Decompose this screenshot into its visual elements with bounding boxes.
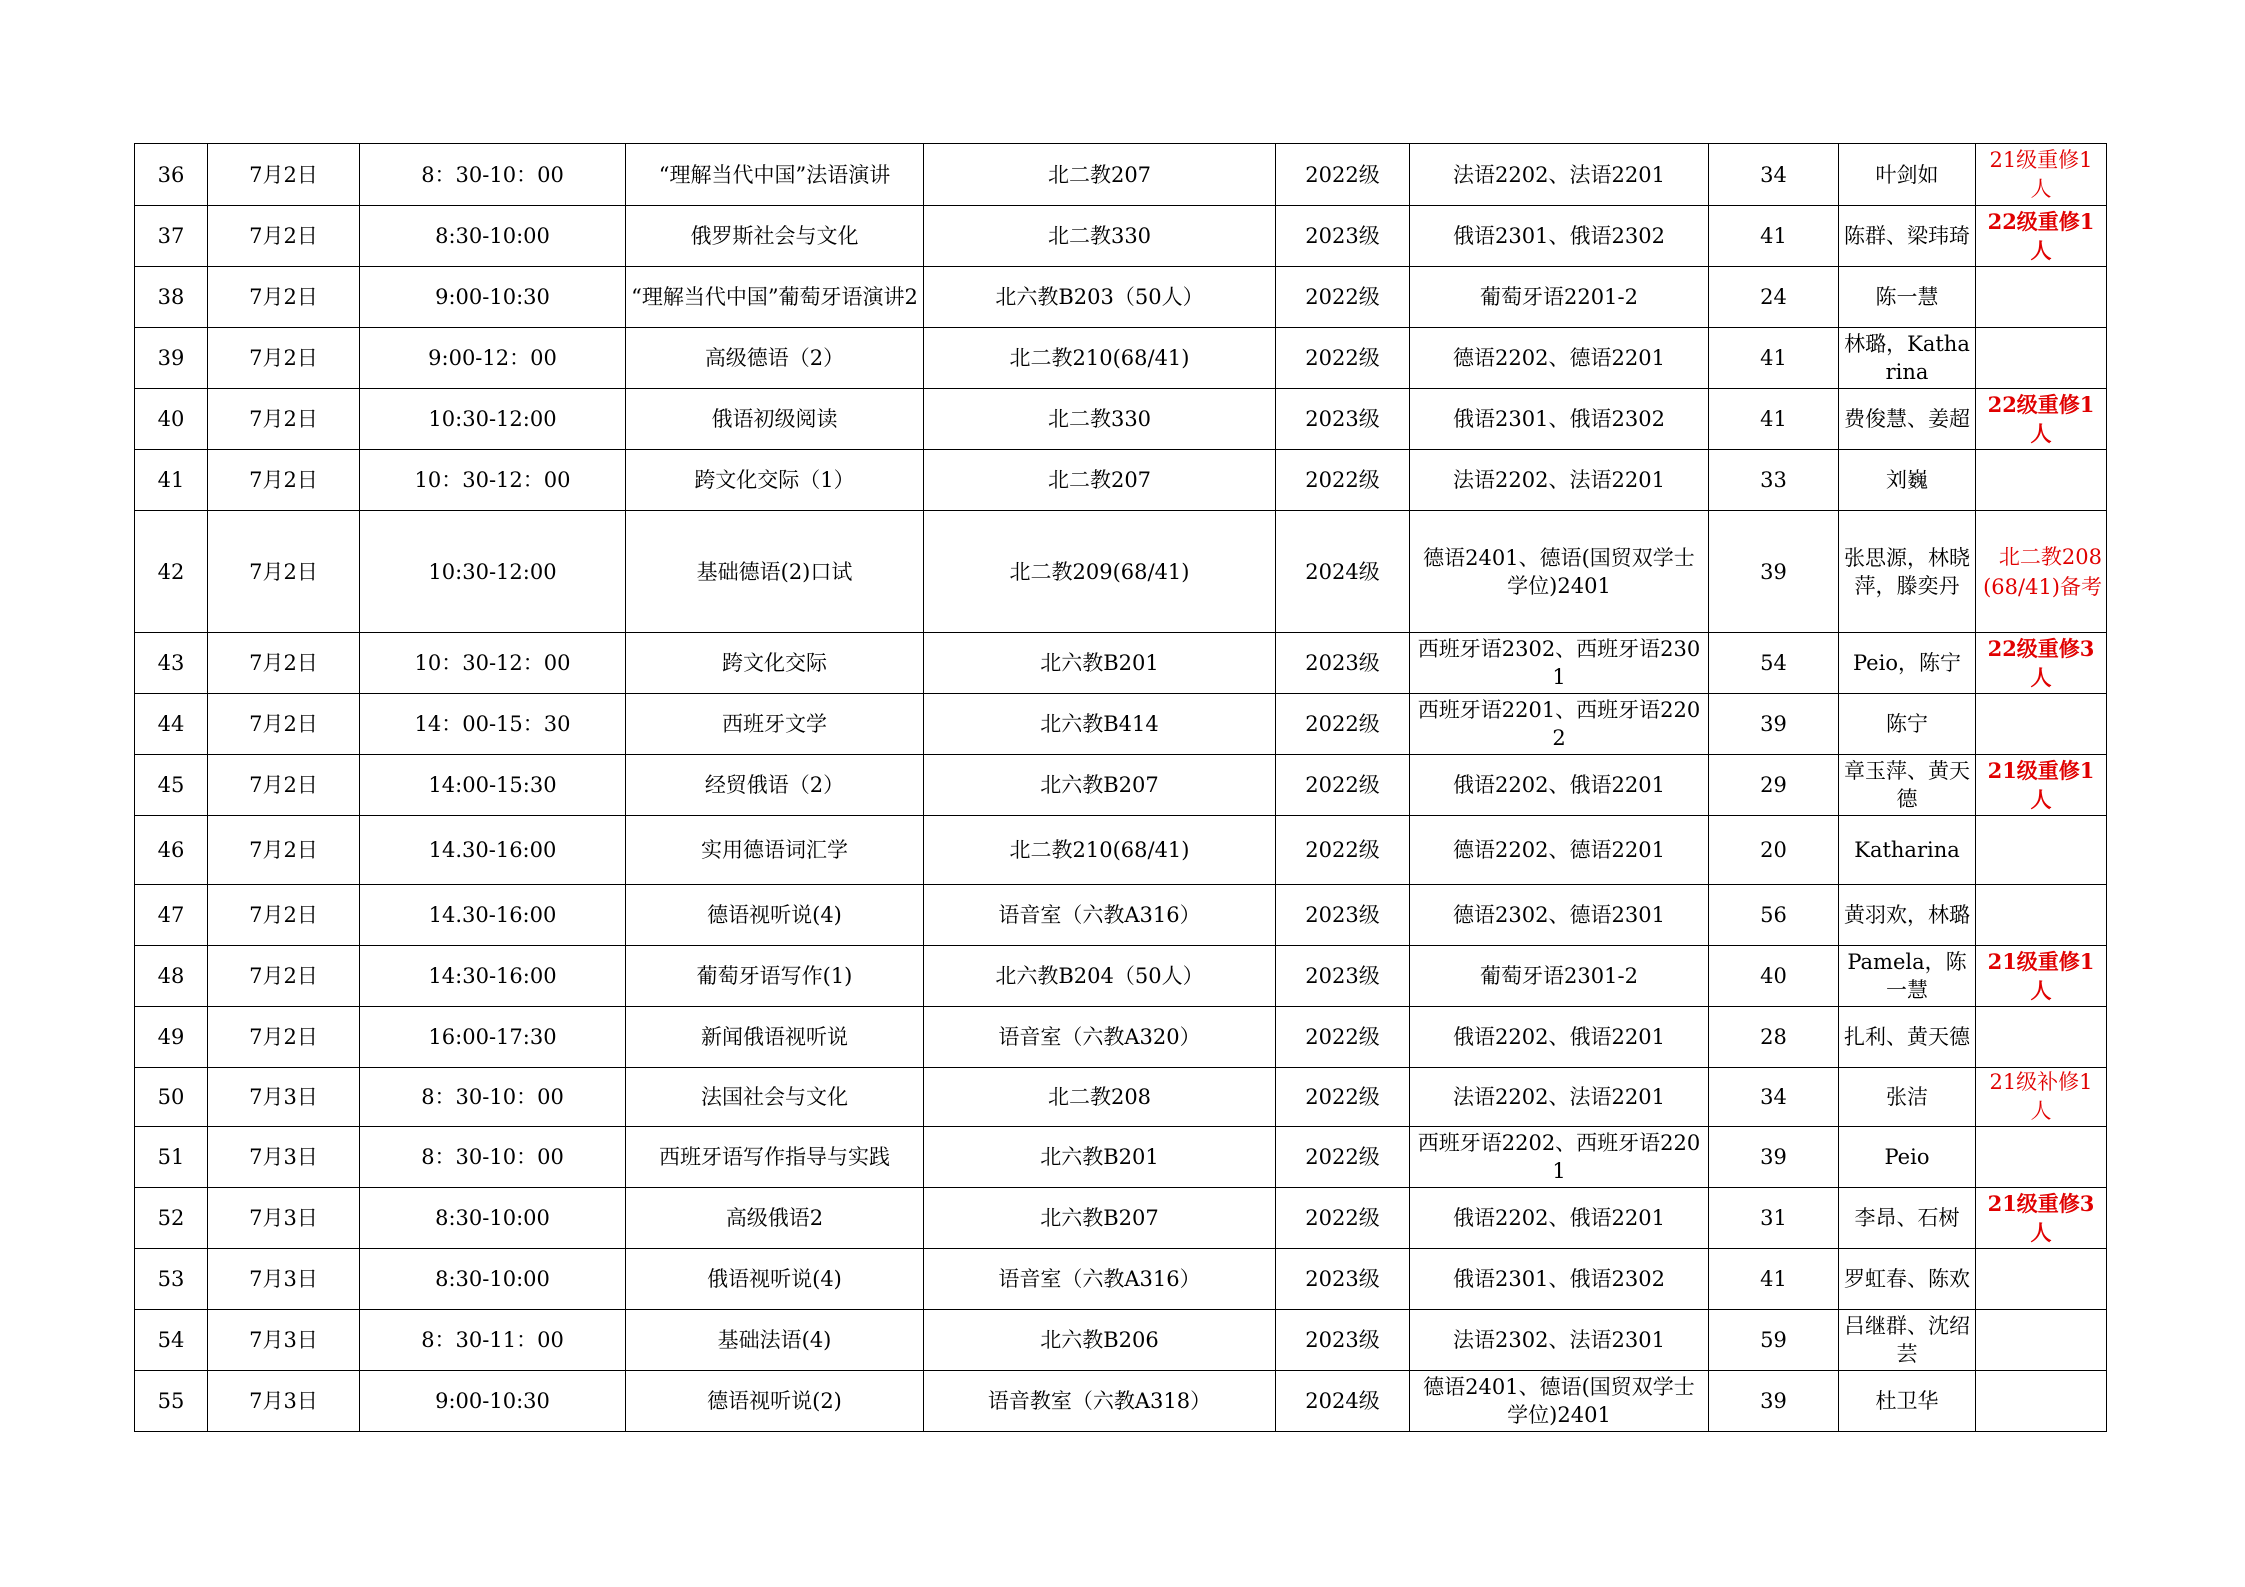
class-list-cell: 俄语2202、俄语2201	[1410, 1188, 1709, 1249]
exam-date-cell: 7月3日	[208, 1310, 360, 1371]
row-number-cell: 39	[135, 328, 208, 389]
row-number-cell: 44	[135, 694, 208, 755]
grade-cell: 2022级	[1276, 144, 1410, 206]
exam-date-cell: 7月2日	[208, 389, 360, 450]
teacher-cell: 陈群、梁玮琦	[1839, 206, 1976, 267]
course-name-cell: 跨文化交际（1）	[626, 450, 924, 511]
course-name-cell: 跨文化交际	[626, 633, 924, 694]
row-number-cell: 53	[135, 1249, 208, 1310]
exam-date-cell: 7月3日	[208, 1188, 360, 1249]
row-number-cell: 41	[135, 450, 208, 511]
teacher-cell: 张思源，林晓萍，滕奕丹	[1839, 511, 1976, 633]
remark-cell	[1976, 328, 2107, 389]
remark-cell: 21级重修1人	[1976, 755, 2107, 816]
class-list-cell: 俄语2202、俄语2201	[1410, 1007, 1709, 1068]
course-name-cell: 西班牙语写作指导与实践	[626, 1127, 924, 1188]
exam-room-cell: 北二教208	[924, 1068, 1276, 1127]
class-list-cell: 法语2202、法语2201	[1410, 144, 1709, 206]
remark-cell	[1976, 267, 2107, 328]
grade-cell: 2023级	[1276, 885, 1410, 946]
exam-room-cell: 北六教B201	[924, 633, 1276, 694]
grade-cell: 2022级	[1276, 267, 1410, 328]
class-list-cell: 德语2302、德语2301	[1410, 885, 1709, 946]
teacher-cell: 李昂、石树	[1839, 1188, 1976, 1249]
grade-cell: 2022级	[1276, 1007, 1410, 1068]
exam-room-cell: 北六教B204（50人）	[924, 946, 1276, 1007]
grade-cell: 2023级	[1276, 1249, 1410, 1310]
grade-cell: 2023级	[1276, 206, 1410, 267]
table-body	[135, 144, 2107, 1432]
teacher-cell: 吕继群、沈绍芸	[1839, 1310, 1976, 1371]
table-row	[135, 328, 2107, 389]
teacher-cell: 叶剑如	[1839, 144, 1976, 206]
exam-date-cell: 7月3日	[208, 1371, 360, 1432]
exam-date-cell: 7月2日	[208, 206, 360, 267]
remark-cell: 22级重修1人	[1976, 389, 2107, 450]
exam-date-cell: 7月2日	[208, 694, 360, 755]
student-count-cell: 34	[1709, 144, 1839, 206]
class-list-cell: 俄语2301、俄语2302	[1410, 206, 1709, 267]
exam-room-cell: 北二教207	[924, 450, 1276, 511]
remark-cell	[1976, 1310, 2107, 1371]
exam-room-cell: 北六教B414	[924, 694, 1276, 755]
table-row	[135, 144, 2107, 206]
exam-room-cell: 北二教210(68/41)	[924, 328, 1276, 389]
student-count-cell: 41	[1709, 206, 1839, 267]
course-name-cell: 基础德语(2)口试	[626, 511, 924, 633]
exam-date-cell: 7月2日	[208, 816, 360, 885]
table-row	[135, 1371, 2107, 1432]
exam-time-cell: 9:00-10:30	[360, 267, 626, 328]
grade-cell: 2023级	[1276, 946, 1410, 1007]
exam-room-cell: 北二教330	[924, 206, 1276, 267]
class-list-cell: 西班牙语2302、西班牙语2301	[1410, 633, 1709, 694]
course-name-cell: “理解当代中国”法语演讲	[626, 144, 924, 206]
grade-cell: 2022级	[1276, 694, 1410, 755]
exam-room-cell: 北二教210(68/41)	[924, 816, 1276, 885]
table-row	[135, 1007, 2107, 1068]
row-number-cell: 37	[135, 206, 208, 267]
remark-cell	[1976, 450, 2107, 511]
grade-cell: 2023级	[1276, 1310, 1410, 1371]
remark-cell: 22级重修3人	[1976, 633, 2107, 694]
class-list-cell: 德语2202、德语2201	[1410, 816, 1709, 885]
exam-date-cell: 7月3日	[208, 1249, 360, 1310]
exam-time-cell: 14.30-16:00	[360, 885, 626, 946]
teacher-cell: Peio	[1839, 1127, 1976, 1188]
class-list-cell: 西班牙语2202、西班牙语2201	[1410, 1127, 1709, 1188]
teacher-cell: 扎利、黄天德	[1839, 1007, 1976, 1068]
exam-date-cell: 7月2日	[208, 633, 360, 694]
class-list-cell: 俄语2301、俄语2302	[1410, 389, 1709, 450]
remark-cell: 21级重修1人	[1976, 946, 2107, 1007]
exam-room-cell: 北二教330	[924, 389, 1276, 450]
exam-room-cell: 北二教207	[924, 144, 1276, 206]
exam-date-cell: 7月2日	[208, 1007, 360, 1068]
grade-cell: 2024级	[1276, 511, 1410, 633]
table-row	[135, 1310, 2107, 1371]
table-row	[135, 1127, 2107, 1188]
exam-date-cell: 7月2日	[208, 511, 360, 633]
remark-cell	[1976, 1007, 2107, 1068]
class-list-cell: 西班牙语2201、西班牙语2202	[1410, 694, 1709, 755]
exam-room-cell: 北六教B203（50人）	[924, 267, 1276, 328]
row-number-cell: 43	[135, 633, 208, 694]
grade-cell: 2022级	[1276, 450, 1410, 511]
exam-room-cell: 北六教B207	[924, 755, 1276, 816]
exam-schedule-table	[134, 143, 2107, 1432]
student-count-cell: 40	[1709, 946, 1839, 1007]
student-count-cell: 33	[1709, 450, 1839, 511]
teacher-cell: 费俊慧、姜超	[1839, 389, 1976, 450]
exam-time-cell: 14：00-15：30	[360, 694, 626, 755]
exam-room-cell: 语音教室（六教A318）	[924, 1371, 1276, 1432]
exam-time-cell: 9:00-10:30	[360, 1371, 626, 1432]
table-row	[135, 694, 2107, 755]
teacher-cell: 章玉萍、黄天德	[1839, 755, 1976, 816]
remark-cell	[1976, 1249, 2107, 1310]
exam-date-cell: 7月2日	[208, 267, 360, 328]
row-number-cell: 52	[135, 1188, 208, 1249]
row-number-cell: 42	[135, 511, 208, 633]
exam-time-cell: 10:30-12:00	[360, 389, 626, 450]
grade-cell: 2022级	[1276, 328, 1410, 389]
course-name-cell: 俄语视听说(4)	[626, 1249, 924, 1310]
exam-date-cell: 7月2日	[208, 450, 360, 511]
table-row	[135, 1188, 2107, 1249]
teacher-cell: 罗虹春、陈欢	[1839, 1249, 1976, 1310]
student-count-cell: 28	[1709, 1007, 1839, 1068]
course-name-cell: “理解当代中国”葡萄牙语演讲2	[626, 267, 924, 328]
student-count-cell: 34	[1709, 1068, 1839, 1127]
remark-cell: 22级重修1人	[1976, 206, 2107, 267]
class-list-cell: 德语2401、德语(国贸双学士学位)2401	[1410, 1371, 1709, 1432]
exam-date-cell: 7月3日	[208, 1127, 360, 1188]
row-number-cell: 48	[135, 946, 208, 1007]
exam-date-cell: 7月3日	[208, 1068, 360, 1127]
teacher-cell: Pamela，陈一慧	[1839, 946, 1976, 1007]
row-number-cell: 40	[135, 389, 208, 450]
table-row	[135, 633, 2107, 694]
exam-time-cell: 8:30-10:00	[360, 1249, 626, 1310]
course-name-cell: 新闻俄语视听说	[626, 1007, 924, 1068]
student-count-cell: 20	[1709, 816, 1839, 885]
exam-time-cell: 14:30-16:00	[360, 946, 626, 1007]
course-name-cell: 德语视听说(2)	[626, 1371, 924, 1432]
remark-cell	[1976, 694, 2107, 755]
remark-cell: 21级补修1人	[1976, 1068, 2107, 1127]
teacher-cell: 杜卫华	[1839, 1371, 1976, 1432]
student-count-cell: 54	[1709, 633, 1839, 694]
remark-cell: 21级重修3人	[1976, 1188, 2107, 1249]
exam-date-cell: 7月2日	[208, 885, 360, 946]
teacher-cell: 黄羽欢，林璐	[1839, 885, 1976, 946]
exam-room-cell: 语音室（六教A316）	[924, 885, 1276, 946]
student-count-cell: 56	[1709, 885, 1839, 946]
exam-room-cell: 北六教B206	[924, 1310, 1276, 1371]
exam-time-cell: 8:30-10:00	[360, 1188, 626, 1249]
exam-date-cell: 7月2日	[208, 328, 360, 389]
teacher-cell: 刘巍	[1839, 450, 1976, 511]
student-count-cell: 39	[1709, 1127, 1839, 1188]
student-count-cell: 39	[1709, 511, 1839, 633]
exam-room-cell: 语音室（六教A316）	[924, 1249, 1276, 1310]
class-list-cell: 俄语2301、俄语2302	[1410, 1249, 1709, 1310]
table-row	[135, 816, 2107, 885]
exam-time-cell: 10：30-12：00	[360, 633, 626, 694]
teacher-cell: 陈一慧	[1839, 267, 1976, 328]
table-row	[135, 206, 2107, 267]
course-name-cell: 葡萄牙语写作(1)	[626, 946, 924, 1007]
exam-date-cell: 7月2日	[208, 755, 360, 816]
exam-time-cell: 8：30-10：00	[360, 144, 626, 206]
table-row	[135, 267, 2107, 328]
remark-cell	[1976, 1127, 2107, 1188]
course-name-cell: 德语视听说(4)	[626, 885, 924, 946]
student-count-cell: 41	[1709, 328, 1839, 389]
exam-date-cell: 7月2日	[208, 144, 360, 206]
class-list-cell: 法语2302、法语2301	[1410, 1310, 1709, 1371]
teacher-cell: 陈宁	[1839, 694, 1976, 755]
row-number-cell: 36	[135, 144, 208, 206]
table-row	[135, 450, 2107, 511]
grade-cell: 2022级	[1276, 816, 1410, 885]
teacher-cell: Peio，陈宁	[1839, 633, 1976, 694]
grade-cell: 2022级	[1276, 1127, 1410, 1188]
table-row	[135, 946, 2107, 1007]
student-count-cell: 39	[1709, 694, 1839, 755]
student-count-cell: 59	[1709, 1310, 1839, 1371]
exam-room-cell: 北六教B201	[924, 1127, 1276, 1188]
class-list-cell: 德语2202、德语2201	[1410, 328, 1709, 389]
student-count-cell: 29	[1709, 755, 1839, 816]
grade-cell: 2022级	[1276, 1068, 1410, 1127]
table-row	[135, 1068, 2107, 1127]
grade-cell: 2023级	[1276, 633, 1410, 694]
table-row	[135, 755, 2107, 816]
class-list-cell: 法语2202、法语2201	[1410, 1068, 1709, 1127]
student-count-cell: 41	[1709, 389, 1839, 450]
exam-time-cell: 8：30-10：00	[360, 1068, 626, 1127]
student-count-cell: 39	[1709, 1371, 1839, 1432]
row-number-cell: 38	[135, 267, 208, 328]
row-number-cell: 47	[135, 885, 208, 946]
exam-time-cell: 10:30-12:00	[360, 511, 626, 633]
teacher-cell: 林璐，Katharina	[1839, 328, 1976, 389]
grade-cell: 2024级	[1276, 1371, 1410, 1432]
class-list-cell: 葡萄牙语2301-2	[1410, 946, 1709, 1007]
exam-time-cell: 14.30-16:00	[360, 816, 626, 885]
exam-time-cell: 8：30-10：00	[360, 1127, 626, 1188]
exam-time-cell: 10：30-12：00	[360, 450, 626, 511]
table-row	[135, 1249, 2107, 1310]
course-name-cell: 高级俄语2	[626, 1188, 924, 1249]
exam-room-cell: 语音室（六教A320）	[924, 1007, 1276, 1068]
class-list-cell: 法语2202、法语2201	[1410, 450, 1709, 511]
exam-date-cell: 7月2日	[208, 946, 360, 1007]
student-count-cell: 41	[1709, 1249, 1839, 1310]
exam-time-cell: 9:00-12：00	[360, 328, 626, 389]
teacher-cell: 张洁	[1839, 1068, 1976, 1127]
remark-cell	[1976, 1371, 2107, 1432]
student-count-cell: 24	[1709, 267, 1839, 328]
remark-cell	[1976, 816, 2107, 885]
course-name-cell: 俄罗斯社会与文化	[626, 206, 924, 267]
row-number-cell: 45	[135, 755, 208, 816]
grade-cell: 2022级	[1276, 755, 1410, 816]
class-list-cell: 俄语2202、俄语2201	[1410, 755, 1709, 816]
exam-time-cell: 14:00-15:30	[360, 755, 626, 816]
exam-time-cell: 16:00-17:30	[360, 1007, 626, 1068]
student-count-cell: 31	[1709, 1188, 1839, 1249]
exam-room-cell: 北六教B207	[924, 1188, 1276, 1249]
grade-cell: 2022级	[1276, 1188, 1410, 1249]
exam-room-cell: 北二教209(68/41)	[924, 511, 1276, 633]
class-list-cell: 葡萄牙语2201-2	[1410, 267, 1709, 328]
row-number-cell: 49	[135, 1007, 208, 1068]
course-name-cell: 基础法语(4)	[626, 1310, 924, 1371]
table-row	[135, 511, 2107, 633]
course-name-cell: 实用德语词汇学	[626, 816, 924, 885]
course-name-cell: 经贸俄语（2）	[626, 755, 924, 816]
exam-time-cell: 8：30-11：00	[360, 1310, 626, 1371]
row-number-cell: 55	[135, 1371, 208, 1432]
row-number-cell: 54	[135, 1310, 208, 1371]
class-list-cell: 德语2401、德语(国贸双学士学位)2401	[1410, 511, 1709, 633]
table-row	[135, 389, 2107, 450]
course-name-cell: 西班牙文学	[626, 694, 924, 755]
course-name-cell: 法国社会与文化	[626, 1068, 924, 1127]
table-row	[135, 885, 2107, 946]
row-number-cell: 50	[135, 1068, 208, 1127]
row-number-cell: 51	[135, 1127, 208, 1188]
remark-cell: 北二教208(68/41)备考	[1976, 511, 2107, 633]
exam-time-cell: 8:30-10:00	[360, 206, 626, 267]
remark-cell: 21级重修1人	[1976, 144, 2107, 206]
grade-cell: 2023级	[1276, 389, 1410, 450]
remark-cell	[1976, 885, 2107, 946]
course-name-cell: 高级德语（2）	[626, 328, 924, 389]
row-number-cell: 46	[135, 816, 208, 885]
course-name-cell: 俄语初级阅读	[626, 389, 924, 450]
teacher-cell: Katharina	[1839, 816, 1976, 885]
